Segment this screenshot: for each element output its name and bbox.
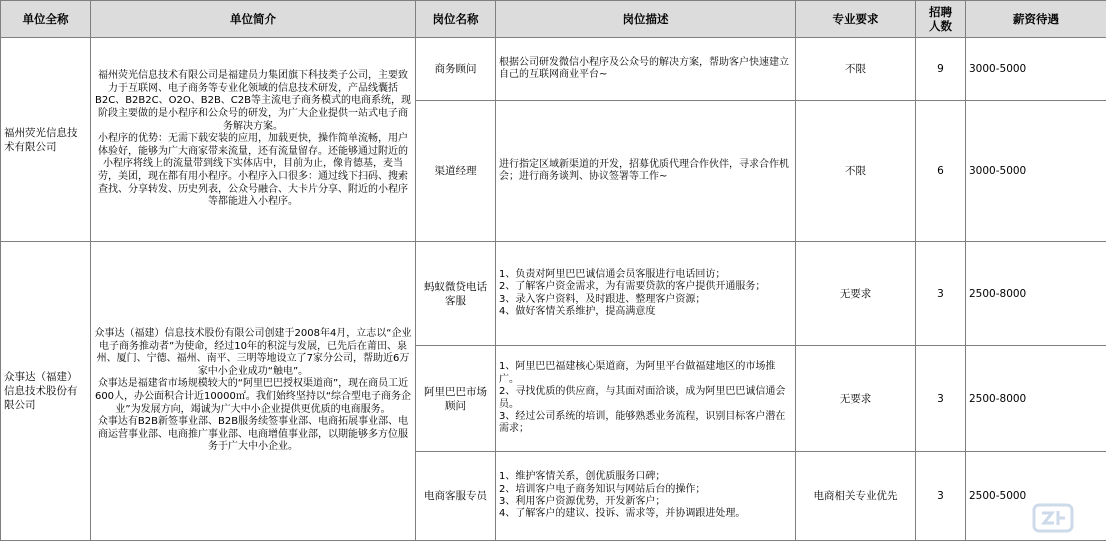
position-requirement: 电商相关专业优先 <box>796 452 916 541</box>
position-requirement: 无要求 <box>796 242 916 346</box>
position-title: 阿里巴巴市场顾问 <box>416 346 496 452</box>
position-description <box>496 346 796 452</box>
description-line: 1、负责对阿里巴巴诚信通会员客服进行电话回访； <box>499 268 726 280</box>
table-row <box>1 242 1106 346</box>
description-line: 2、了解客户资金需求，为有需要贷款的客户提供开通服务； <box>499 281 766 293</box>
intro-paragraph: 福州荧光信息技术有限公司是福建员力集团旗下科技类子公司，主要致力于互联网、电子商务等专业化领域的信息技术研发，产品线囊括B2C、B2B2C、O2O、B2B、C2B等主流电子商务模式的电商系统，现阶段主要做的是小程序和公众号的研发，为广大企业提供一站式电子商务解决方案。 <box>94 70 412 132</box>
description-line: 3、利用客户资源优势，开发新客户； <box>499 496 666 507</box>
position-requirement: 不限 <box>796 38 916 101</box>
header-row <box>1 1 1106 38</box>
position-description <box>496 452 796 541</box>
header-requirement: 专业要求 <box>796 1 916 38</box>
position-count: 3 <box>916 452 966 541</box>
company-name: 众事达（福建）信息技术股份有限公司 <box>1 242 91 541</box>
description-line: 2、寻找优质的供应商，与其面对面洽谈，成为阿里巴巴诚信通会员。 <box>499 386 786 410</box>
description-line: 进行指定区域新渠道的开发，招募优质代理合作伙伴，寻求合作机会；进行商务谈判、协议签署等工作~ <box>499 158 789 182</box>
header-count: 招聘人数 <box>916 1 966 38</box>
intro-paragraph: 众事达是福建省市场规模较大的“阿里巴巴授权渠道商”，现在商员工近600人，办公面积合计近10000㎡。我们始终坚持以“综合型电子商务企业”为发展方向，竭诚为广大中小企业提供更优质的电商服务。 <box>94 378 412 415</box>
description-line: 3、录入客户资料，及时跟进、整理客户资源； <box>499 293 706 305</box>
position-salary: 2500-8000 <box>966 346 1106 452</box>
description-line: 2、培训客户电子商务知识与网站后台的操作； <box>499 483 706 495</box>
position-title: 电商客服专员 <box>416 452 496 541</box>
intro-paragraph: 众事达（福建）信息技术股份有限公司创建于2008年4月，立志以“企业电子商务推动者”为使命，经过10年的积淀与发展，已先后在莆田、泉州、厦门、宁德、福州、南平、三明等地设立了7家分公司，帮助近6万家中小企业成功“触电”。 <box>94 328 412 377</box>
description-line: 根据公司研发微信小程序及公众号的解决方案，帮助客户快速建立自己的互联网商业平台~ <box>499 56 789 80</box>
intro-paragraph: 小程序的优势：无需下载安装的应用，加载更快，操作简单流畅，用户体验好，能够为广大商家带来流量，还有流量留存。还能够通过附近的小程序将线上的流量带到线下实体店中，目前为止，像肯德基，麦当劳，美团，现在都有用小程序。小程序入口很多：通过线下扫码、搜索查找、分享转发、历史列表，公众号融合、大卡片分享、附近的小程序等都能进入小程序。 <box>98 133 408 208</box>
intro-paragraph: 众事达有B2B新签事业部、B2B服务续签事业部、电商拓展事业部、电商运营事业部、电商推广事业部、电商增值事业部，以期能够多方位服务于广大中小企业。 <box>97 416 409 453</box>
header-intro: 单位简介 <box>91 1 416 38</box>
description-line: 1、维护客情关系，创优质服务口碑； <box>499 471 666 483</box>
company-name: 福州荧光信息技术有限公司 <box>1 38 91 242</box>
position-title: 渠道经理 <box>416 101 496 242</box>
position-title: 商务顾问 <box>416 38 496 101</box>
description-line: 3、经过公司系统的培训，能够熟悉业务流程，识别目标客户潜在需求； <box>499 410 786 435</box>
description-line: 4、了解客户的建议、投诉、需求等，并协调跟进处理。 <box>499 508 746 520</box>
position-salary: 2500-5000 <box>966 452 1106 541</box>
position-description <box>496 38 796 101</box>
position-description <box>496 242 796 346</box>
logo-watermark-icon <box>1032 501 1074 535</box>
position-count: 6 <box>916 101 966 242</box>
position-salary: 2500-8000 <box>966 242 1106 346</box>
position-count: 3 <box>916 346 966 452</box>
company-intro <box>91 242 416 541</box>
header-position: 岗位名称 <box>416 1 496 38</box>
position-salary: 3000-5000 <box>966 101 1106 242</box>
position-salary: 3000-5000 <box>966 38 1106 101</box>
header-company: 单位全称 <box>1 1 91 38</box>
company-intro <box>91 38 416 242</box>
header-description: 岗位描述 <box>496 1 796 38</box>
description-line: 1、阿里巴巴福建核心渠道商，为阿里平台做福建地区的市场推广。 <box>499 361 776 385</box>
table-row <box>1 38 1106 101</box>
position-requirement: 不限 <box>796 101 916 242</box>
position-requirement: 无要求 <box>796 346 916 452</box>
position-count: 3 <box>916 242 966 346</box>
position-count: 9 <box>916 38 966 101</box>
position-title: 蚂蚁微贷电话客服 <box>416 242 496 346</box>
description-line: 4、做好客情关系维护，提高满意度 <box>499 305 656 317</box>
position-description <box>496 101 796 242</box>
header-salary: 薪资待遇 <box>966 1 1106 38</box>
